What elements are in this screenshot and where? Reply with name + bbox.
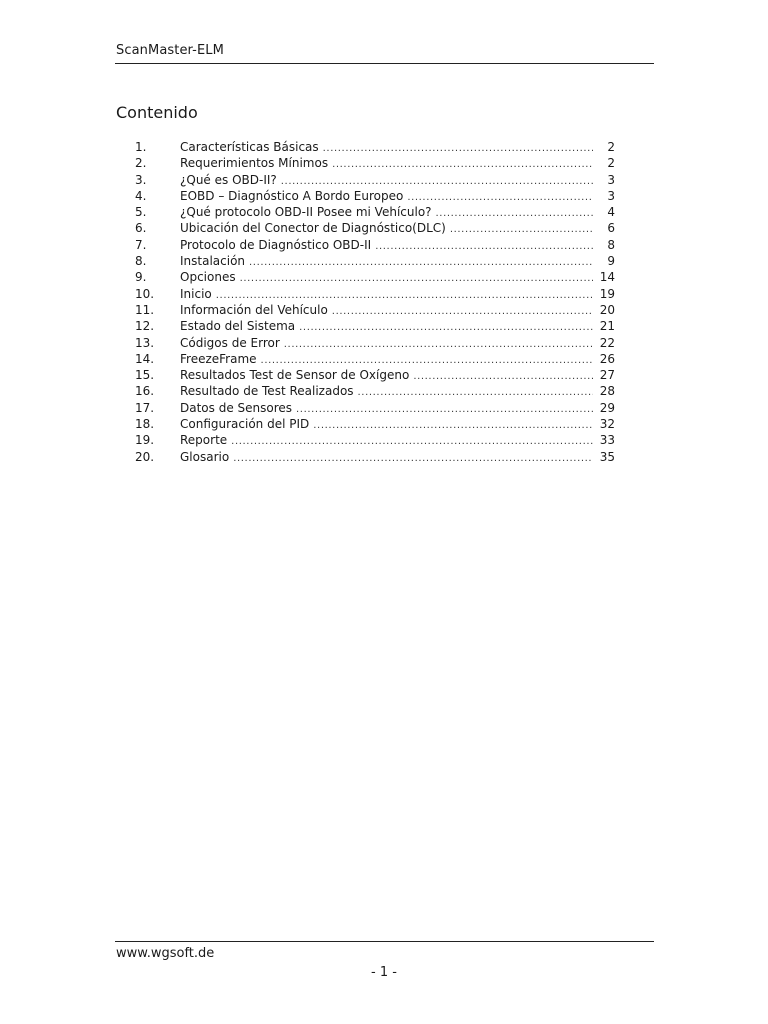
toc-entry-page: 8 (607, 237, 615, 252)
toc-entry-title: Protocolo de Diagnóstico OBD-II (180, 237, 372, 252)
toc-entry-number: 6. (135, 221, 147, 236)
toc-entry-number: 8. (135, 254, 147, 269)
toc-entry-page: 22 (599, 335, 615, 350)
toc-entry-page: 3 (607, 188, 615, 203)
toc-entry-number: 12. (135, 319, 155, 334)
toc-entry-title: Configuración del PID (180, 417, 310, 432)
dot-leader (240, 271, 593, 287)
toc-entry-title: FreezeFrame (180, 351, 257, 366)
toc-entry[interactable] (135, 220, 615, 236)
toc-entry-title: ¿Qué protocolo OBD-II Posee mi Vehículo? (180, 205, 432, 220)
toc-entry-number: 15. (135, 368, 155, 383)
header-title: ScanMaster-ELM (116, 43, 224, 58)
toc-entry-page: 32 (599, 417, 615, 432)
dot-leader (332, 157, 593, 173)
toc-entry-title: Resultado de Test Realizados (180, 384, 354, 399)
toc-entry[interactable] (135, 253, 615, 269)
dot-leader (358, 385, 593, 401)
toc-entry[interactable] (135, 139, 615, 155)
toc-entry-page: 21 (599, 319, 615, 334)
toc-entry-number: 14. (135, 351, 155, 366)
toc-entry-page: 19 (599, 286, 615, 301)
toc-entry-title: EOBD – Diagnóstico A Bordo Europeo (180, 188, 404, 203)
toc-entry-title: ¿Qué es OBD-II? (180, 172, 277, 187)
toc-entry-title: Reporte (180, 433, 228, 448)
dot-leader (313, 418, 593, 434)
toc-entry[interactable] (135, 449, 615, 465)
toc-entry-number: 7. (135, 237, 147, 252)
toc-entry[interactable] (135, 383, 615, 399)
toc-entry-title: Datos de Sensores (180, 400, 293, 415)
toc-entry-title: Inicio (180, 286, 212, 301)
dot-leader (332, 304, 593, 320)
dot-leader (296, 402, 593, 418)
dot-leader (413, 369, 593, 385)
toc-entry-page: 14 (599, 270, 615, 285)
dot-leader (231, 434, 593, 450)
dot-leader (450, 222, 593, 238)
toc-entry-page: 28 (599, 384, 615, 399)
dot-leader (375, 239, 593, 255)
toc-entry-number: 5. (135, 205, 147, 220)
toc-entry-page: 2 (607, 140, 615, 154)
toc-entry-page: 6 (607, 221, 615, 236)
toc-heading: Contenido (116, 103, 198, 122)
toc-entry-page: 35 (599, 449, 615, 464)
toc-entry-number: 3. (135, 172, 147, 187)
table-of-contents (135, 139, 615, 465)
toc-entry-number: 18. (135, 417, 155, 432)
toc-entry-title: Características Básicas (180, 140, 319, 154)
toc-entry[interactable] (135, 351, 615, 367)
toc-entry-title: Información del Vehículo (180, 302, 328, 317)
toc-entry[interactable] (135, 286, 615, 302)
toc-entry[interactable] (135, 367, 615, 383)
toc-entry-number: 9. (135, 270, 147, 285)
toc-entry[interactable] (135, 432, 615, 448)
toc-entry-page: 29 (599, 400, 615, 415)
toc-entry-number: 19. (135, 433, 155, 448)
header-divider (115, 63, 654, 64)
toc-entry-title: Opciones (180, 270, 236, 285)
dot-leader (299, 320, 593, 336)
footer-url: www.wgsoft.de (116, 946, 215, 961)
toc-entry-title: Glosario (180, 449, 230, 464)
toc-entry-page: 4 (607, 205, 615, 220)
toc-entry[interactable] (135, 172, 615, 188)
toc-entry[interactable] (135, 188, 615, 204)
toc-entry-title: Estado del Sistema (180, 319, 296, 334)
toc-entry-number: 2. (135, 156, 147, 171)
toc-entry-number: 4. (135, 188, 147, 203)
toc-entry[interactable] (135, 416, 615, 432)
footer-divider (115, 941, 654, 942)
toc-entry-number: 17. (135, 400, 155, 415)
dot-leader (233, 451, 593, 467)
toc-entry-number: 20. (135, 449, 155, 464)
toc-entry[interactable] (135, 204, 615, 220)
toc-entry-number: 13. (135, 335, 155, 350)
toc-entry-number: 16. (135, 384, 155, 399)
toc-entry-page: 20 (599, 302, 615, 317)
toc-entry-title: Ubicación del Conector de Diagnóstico(DLC) (180, 221, 446, 236)
toc-entry[interactable] (135, 335, 615, 351)
dot-leader (436, 206, 593, 222)
toc-entry-page: 9 (607, 254, 615, 269)
toc-entry[interactable] (135, 155, 615, 171)
toc-entry[interactable] (135, 302, 615, 318)
toc-entry-page: 26 (599, 351, 615, 366)
toc-entry[interactable] (135, 237, 615, 253)
toc-entry-number: 1. (135, 140, 147, 154)
dot-leader (323, 141, 593, 157)
dot-leader (284, 337, 593, 353)
toc-entry-number: 10. (135, 286, 155, 301)
toc-entry-title: Resultados Test de Sensor de Oxígeno (180, 368, 410, 383)
toc-entry-page: 2 (607, 156, 615, 171)
toc-entry[interactable] (135, 269, 615, 285)
toc-entry-page: 33 (599, 433, 615, 448)
toc-entry-title: Instalación (180, 254, 246, 269)
toc-entry-page: 3 (607, 172, 615, 187)
page-number: - 1 - (371, 965, 397, 980)
toc-entry-title: Requerimientos Mínimos (180, 156, 329, 171)
toc-entry-page: 27 (599, 368, 615, 383)
toc-entry[interactable] (135, 318, 615, 334)
toc-entry-number: 11. (135, 302, 155, 317)
dot-leader (249, 255, 593, 271)
toc-entry[interactable] (135, 400, 615, 416)
toc-entry-title: Códigos de Error (180, 335, 280, 350)
